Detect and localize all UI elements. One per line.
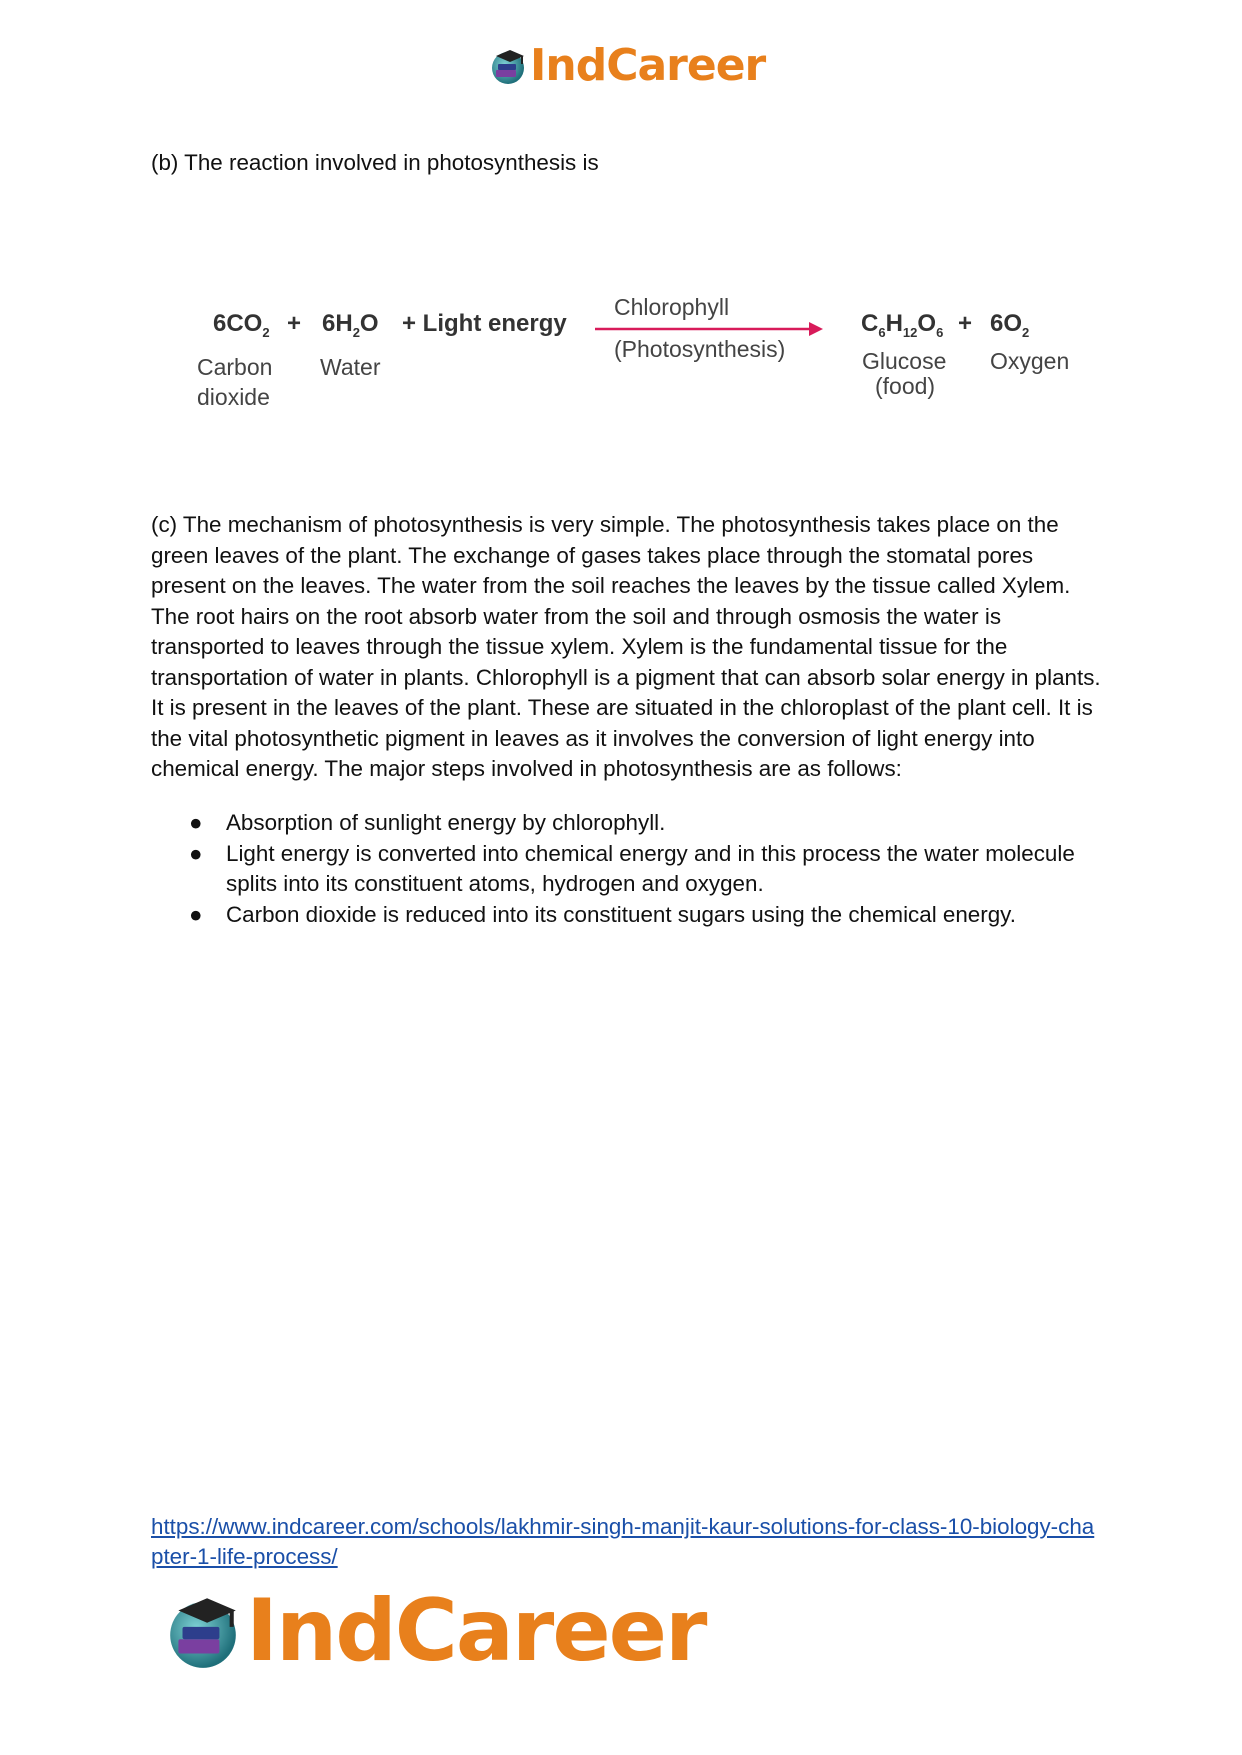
steps-list <box>151 808 1101 930</box>
formula-h2o: $6H_2O$ <box>322 310 379 340</box>
bullet-icon: ● <box>189 810 203 835</box>
formula-co2: $6CO_2$ <box>213 310 270 340</box>
footer-logo <box>162 1581 706 1681</box>
label-carbon: Carbon <box>197 354 273 380</box>
label-dioxide: dioxide <box>197 384 270 410</box>
bullet-icon: ● <box>189 901 203 927</box>
label-oxygen: Oxygen <box>990 348 1070 374</box>
graduation-cap-globe-icon <box>162 1590 244 1672</box>
formula-o2: $6O_2$ <box>990 310 1030 340</box>
section-c-text: (c) The mechanism of photosynthesis is very simple. The photosynthesis takes place on the green leaves of the plant. The exchange of gases takes place through the stomatal pores present on the leaves. The water from the soil reaches the leaves by the tissue called Xylem. The root hairs on the root absorb water from the soil and through osmosis the water is transported to leaves through the tissue xylem. Xylem is the fundamental tissue for the transportation of water in plants. Chlorophyll is a pigment that can absorb solar energy in plants. It is present in the leaves of the plant. These are situated in the chloroplast of the plant cell. It is the vital photosynthetic pigment in leaves as it involves the conversion of light energy into chemical energy. The major steps involved in photosynthesis are as follows: <box>151 512 1101 781</box>
graduation-cap-globe-icon <box>488 46 528 86</box>
bullet-icon: ● <box>189 840 203 866</box>
section-b-text: (b) The reaction involved in photosynthesis is <box>151 150 599 175</box>
light-energy-label: + Light energy <box>402 310 567 337</box>
footer-logo-text: IndCareer <box>246 1581 706 1681</box>
list-item: ● Light energy is converted into chemical energy and in this process the water molecule splits into its constituent atoms, hydrogen and oxygen. <box>189 840 1075 896</box>
label-food: (food) <box>875 373 936 399</box>
header-logo-text: IndCareer <box>530 40 766 91</box>
arrow-label-chlorophyll: Chlorophyll <box>614 294 730 320</box>
label-water: Water <box>320 354 381 380</box>
label-glucose: Glucose <box>862 348 947 374</box>
header-logo <box>488 40 766 91</box>
source-url-link[interactable]: https://www.indcareer.com/schools/lakhmir-singh-manjit-kaur-solutions-for-class-10-biology-chapter-1-life-process/ <box>151 1514 1095 1569</box>
reaction-arrow-icon <box>595 320 825 338</box>
formula-glucose: $C_6H_{12}O_6$ <box>861 310 944 340</box>
arrow-label-photosynthesis: (Photosynthesis) <box>614 336 786 362</box>
list-item: ● Carbon dioxide is reduced into its constituent sugars using the chemical energy. <box>151 900 1101 931</box>
plus-sign-1: + <box>287 310 302 337</box>
plus-sign-2: + <box>958 310 973 337</box>
list-item: ● Absorption of sunlight energy by chlorophyll. <box>151 808 1101 839</box>
